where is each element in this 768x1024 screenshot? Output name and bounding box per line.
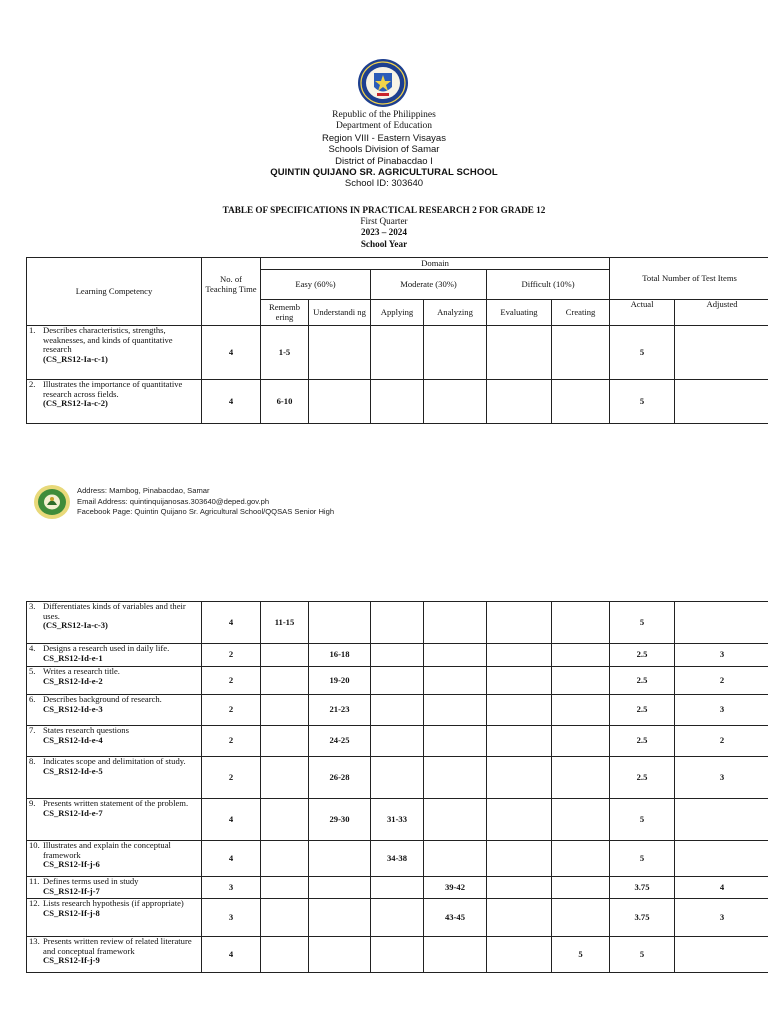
cre-cell bbox=[552, 877, 610, 899]
competency-cell bbox=[27, 841, 202, 877]
adjusted-cell: 3 bbox=[675, 899, 768, 937]
competency-text: Designs a research used in daily life. bbox=[43, 643, 170, 653]
adjusted-cell bbox=[675, 326, 768, 380]
eva-cell bbox=[487, 799, 552, 841]
letterhead bbox=[0, 110, 768, 190]
document-title: TABLE OF SPECIFICATIONS IN PRACTICAL RESEARCH 2 FOR GRADE 12 bbox=[222, 205, 546, 215]
table-row bbox=[27, 799, 768, 841]
competency-text: Lists research hypothesis (if appropriate) bbox=[43, 898, 184, 908]
cre-cell bbox=[552, 799, 610, 841]
actual-cell: 3.75 bbox=[610, 899, 675, 937]
und-cell bbox=[309, 877, 371, 899]
eva-cell bbox=[487, 757, 552, 799]
ana-cell bbox=[424, 644, 487, 667]
header-adjusted: Adjusted bbox=[675, 300, 768, 326]
specification-table-page2 bbox=[26, 601, 768, 973]
competency-number: 4. bbox=[29, 643, 36, 653]
adjusted-cell: 3 bbox=[675, 644, 768, 667]
teaching-time-cell: 2 bbox=[202, 644, 261, 667]
ana-cell bbox=[424, 602, 487, 644]
competency-cell bbox=[27, 757, 202, 799]
app-cell bbox=[371, 380, 424, 424]
actual-cell: 2.5 bbox=[610, 726, 675, 757]
competency-cell bbox=[27, 799, 202, 841]
ana-cell bbox=[424, 326, 487, 380]
footer-facebook: Facebook Page: Quintin Quijano Sr. Agricultural School/QQSAS Senior High bbox=[77, 507, 335, 517]
teaching-time-cell: 4 bbox=[202, 326, 261, 380]
actual-cell: 2.5 bbox=[610, 644, 675, 667]
header-understanding: Understandi ng bbox=[309, 300, 371, 326]
actual-cell: 2.5 bbox=[610, 757, 675, 799]
competency-cell bbox=[27, 644, 202, 667]
app-cell bbox=[371, 644, 424, 667]
competency-text: Differentiates kinds of variables and their uses. bbox=[43, 601, 186, 621]
competency-cell bbox=[27, 380, 202, 424]
actual-cell: 5 bbox=[610, 841, 675, 877]
rem-cell bbox=[261, 644, 309, 667]
app-cell bbox=[371, 899, 424, 937]
ana-cell bbox=[424, 937, 487, 973]
table-row bbox=[27, 899, 768, 937]
app-cell bbox=[371, 757, 424, 799]
ana-cell bbox=[424, 667, 487, 695]
letterhead-line: District of Pinabacdao I bbox=[335, 155, 433, 167]
cre-cell bbox=[552, 380, 610, 424]
footer-email: Email Address: quintinquijanosas.303640@deped.gov.ph bbox=[77, 496, 270, 506]
eva-cell bbox=[487, 695, 552, 726]
competency-text: Illustrates the importance of quantitative research across fields. bbox=[43, 379, 183, 399]
app-cell bbox=[371, 726, 424, 757]
ana-cell: 43-45 bbox=[424, 899, 487, 937]
table-row bbox=[27, 644, 768, 667]
competency-number: 9. bbox=[29, 798, 36, 808]
adjusted-cell bbox=[675, 841, 768, 877]
header-evaluating: Evaluating bbox=[487, 300, 552, 326]
teaching-time-cell: 4 bbox=[202, 799, 261, 841]
cre-cell bbox=[552, 326, 610, 380]
cre-cell bbox=[552, 899, 610, 937]
rem-cell: 11-15 bbox=[261, 602, 309, 644]
teaching-time-cell: 4 bbox=[202, 937, 261, 973]
rem-cell bbox=[261, 841, 309, 877]
school-seal-logo bbox=[33, 484, 71, 520]
competency-number: 8. bbox=[29, 756, 36, 766]
competency-cell bbox=[27, 877, 202, 899]
ana-cell bbox=[424, 695, 487, 726]
eva-cell bbox=[487, 380, 552, 424]
school-year-label: School Year bbox=[360, 238, 408, 249]
app-cell: 34-38 bbox=[371, 841, 424, 877]
adjusted-cell: 2 bbox=[675, 667, 768, 695]
header-competency: Learning Competency bbox=[27, 258, 202, 326]
competency-text: Writes a research title. bbox=[43, 666, 120, 676]
competency-code: (CS_RS12-Ia-c-3) bbox=[43, 620, 108, 631]
ana-cell bbox=[424, 799, 487, 841]
cre-cell bbox=[552, 726, 610, 757]
eva-cell bbox=[487, 602, 552, 644]
competency-code: CS_RS12-If-j-8 bbox=[43, 907, 100, 918]
school-id: School ID: 303640 bbox=[344, 178, 424, 190]
specification-table-page1 bbox=[26, 257, 768, 424]
rem-cell: 6-10 bbox=[261, 380, 309, 424]
competency-text: Presents written statement of the problem. bbox=[43, 798, 189, 808]
competency-text: Describes background of research. bbox=[43, 694, 162, 704]
actual-cell: 5 bbox=[610, 937, 675, 973]
letterhead-line: Department of Education bbox=[335, 121, 433, 132]
ana-cell: 39-42 bbox=[424, 877, 487, 899]
adjusted-cell bbox=[675, 602, 768, 644]
actual-cell: 5 bbox=[610, 326, 675, 380]
eva-cell bbox=[487, 937, 552, 973]
competency-text: Illustrates and explain the conceptual framework bbox=[43, 840, 171, 860]
rem-cell bbox=[261, 695, 309, 726]
header-difficult: Difficult (10%) bbox=[487, 270, 610, 300]
competency-cell bbox=[27, 726, 202, 757]
table-row bbox=[27, 602, 768, 644]
table-row bbox=[27, 695, 768, 726]
und-cell bbox=[309, 937, 371, 973]
competency-number: 10. bbox=[29, 840, 40, 850]
deped-seal-logo bbox=[354, 57, 412, 109]
und-cell: 26-28 bbox=[309, 757, 371, 799]
cre-cell bbox=[552, 695, 610, 726]
cre-cell bbox=[552, 841, 610, 877]
competency-text: Indicates scope and delimitation of study. bbox=[43, 756, 186, 766]
table-row bbox=[27, 667, 768, 695]
header-teaching-time: No. of Teaching Time bbox=[202, 258, 261, 326]
competency-text: Defines terms used in study bbox=[43, 876, 139, 886]
und-cell bbox=[309, 602, 371, 644]
competency-number: 1. bbox=[29, 325, 36, 335]
header-moderate: Moderate (30%) bbox=[371, 270, 487, 300]
teaching-time-cell: 3 bbox=[202, 899, 261, 937]
letterhead-line: Schools Division of Samar bbox=[328, 144, 440, 156]
adjusted-cell bbox=[675, 380, 768, 424]
competency-code: CS_RS12-Id-e-5 bbox=[43, 765, 103, 776]
teaching-time-cell: 4 bbox=[202, 841, 261, 877]
cre-cell bbox=[552, 757, 610, 799]
actual-cell: 2.5 bbox=[610, 667, 675, 695]
adjusted-cell bbox=[675, 799, 768, 841]
teaching-time-cell: 2 bbox=[202, 726, 261, 757]
competency-code: CS_RS12-Id-e-2 bbox=[43, 675, 103, 686]
eva-cell bbox=[487, 841, 552, 877]
und-cell: 19-20 bbox=[309, 667, 371, 695]
app-cell bbox=[371, 667, 424, 695]
rem-cell bbox=[261, 877, 309, 899]
rem-cell bbox=[261, 799, 309, 841]
competency-code: (CS_RS12-Ia-c-2) bbox=[43, 398, 108, 409]
rem-cell bbox=[261, 757, 309, 799]
year-label: 2023 – 2024 bbox=[361, 227, 407, 238]
competency-code: CS_RS12-Id-e-1 bbox=[43, 652, 103, 663]
competency-text: Presents written review of related literature and conceptual framework bbox=[43, 936, 192, 956]
competency-number: 13. bbox=[29, 936, 40, 946]
actual-cell: 5 bbox=[610, 799, 675, 841]
header-actual: Actual bbox=[610, 300, 675, 326]
letterhead-line: Region VIII - Eastern Visayas bbox=[322, 132, 446, 144]
competency-cell bbox=[27, 602, 202, 644]
teaching-time-cell: 4 bbox=[202, 380, 261, 424]
ana-cell bbox=[424, 841, 487, 877]
app-cell bbox=[371, 326, 424, 380]
competency-number: 11. bbox=[29, 876, 40, 886]
competency-cell bbox=[27, 695, 202, 726]
competency-code: CS_RS12-Id-e-4 bbox=[43, 734, 103, 745]
ana-cell bbox=[424, 757, 487, 799]
competency-number: 6. bbox=[29, 694, 36, 704]
und-cell bbox=[309, 899, 371, 937]
eva-cell bbox=[487, 326, 552, 380]
und-cell: 24-25 bbox=[309, 726, 371, 757]
adjusted-cell bbox=[675, 937, 768, 973]
competency-code: CS_RS12-If-j-6 bbox=[43, 859, 100, 870]
teaching-time-cell: 4 bbox=[202, 602, 261, 644]
competency-number: 2. bbox=[29, 379, 36, 389]
header-easy: Easy (60%) bbox=[261, 270, 371, 300]
competency-cell bbox=[27, 899, 202, 937]
teaching-time-cell: 2 bbox=[202, 695, 261, 726]
eva-cell bbox=[487, 877, 552, 899]
competency-number: 12. bbox=[29, 898, 40, 908]
competency-number: 7. bbox=[29, 725, 36, 735]
cre-cell bbox=[552, 644, 610, 667]
teaching-time-cell: 2 bbox=[202, 667, 261, 695]
eva-cell bbox=[487, 726, 552, 757]
teaching-time-cell: 2 bbox=[202, 757, 261, 799]
adjusted-cell: 2 bbox=[675, 726, 768, 757]
cre-cell bbox=[552, 602, 610, 644]
competency-code: CS_RS12-If-j-9 bbox=[43, 955, 100, 966]
school-name: QUINTIN QUIJANO SR. AGRICULTURAL SCHOOL bbox=[270, 167, 498, 179]
app-cell bbox=[371, 877, 424, 899]
actual-cell: 5 bbox=[610, 602, 675, 644]
rem-cell bbox=[261, 726, 309, 757]
cre-cell: 5 bbox=[552, 937, 610, 973]
rem-cell bbox=[261, 667, 309, 695]
rem-cell: 1-5 bbox=[261, 326, 309, 380]
header-creating: Creating bbox=[552, 300, 610, 326]
quarter-label: First Quarter bbox=[360, 216, 408, 227]
competency-code: CS_RS12-If-j-7 bbox=[43, 885, 100, 896]
header-domain: Domain bbox=[261, 258, 610, 270]
adjusted-cell: 3 bbox=[675, 757, 768, 799]
header-analyzing: Analyzing bbox=[424, 300, 487, 326]
letterhead-footer bbox=[33, 484, 393, 520]
adjusted-cell: 3 bbox=[675, 695, 768, 726]
app-cell bbox=[371, 695, 424, 726]
eva-cell bbox=[487, 667, 552, 695]
app-cell: 31-33 bbox=[371, 799, 424, 841]
actual-cell: 3.75 bbox=[610, 877, 675, 899]
competency-code: CS_RS12-Id-e-7 bbox=[43, 807, 103, 818]
und-cell bbox=[309, 380, 371, 424]
adjusted-cell: 4 bbox=[675, 877, 768, 899]
letterhead-line: Republic of the Philippines bbox=[332, 110, 436, 120]
app-cell bbox=[371, 602, 424, 644]
und-cell bbox=[309, 841, 371, 877]
table-row bbox=[27, 757, 768, 799]
und-cell: 21-23 bbox=[309, 695, 371, 726]
header-remembering: Rememb ering bbox=[261, 300, 309, 326]
competency-text: Describes characteristics, strengths, weaknesses, and kinds of quantitative research bbox=[43, 325, 173, 355]
table-row bbox=[27, 841, 768, 877]
competency-cell bbox=[27, 667, 202, 695]
und-cell: 29-30 bbox=[309, 799, 371, 841]
cre-cell bbox=[552, 667, 610, 695]
und-cell: 16-18 bbox=[309, 644, 371, 667]
competency-number: 3. bbox=[29, 601, 36, 611]
competency-cell bbox=[27, 937, 202, 973]
ana-cell bbox=[424, 380, 487, 424]
eva-cell bbox=[487, 644, 552, 667]
actual-cell: 2.5 bbox=[610, 695, 675, 726]
table-row bbox=[27, 326, 768, 380]
table-row bbox=[27, 937, 768, 973]
app-cell bbox=[371, 937, 424, 973]
eva-cell bbox=[487, 899, 552, 937]
table-row bbox=[27, 726, 768, 757]
ana-cell bbox=[424, 726, 487, 757]
table-row bbox=[27, 380, 768, 424]
competency-code: CS_RS12-Id-e-3 bbox=[43, 703, 103, 714]
rem-cell bbox=[261, 937, 309, 973]
header-total-items: Total Number of Test Items bbox=[610, 258, 768, 300]
competency-text: States research questions bbox=[43, 725, 129, 735]
teaching-time-cell: 3 bbox=[202, 877, 261, 899]
table-row bbox=[27, 877, 768, 899]
und-cell bbox=[309, 326, 371, 380]
document-title-block bbox=[0, 205, 768, 250]
header-applying: Applying bbox=[371, 300, 424, 326]
actual-cell: 5 bbox=[610, 380, 675, 424]
competency-number: 5. bbox=[29, 666, 36, 676]
footer-address: Address: Mambog, Pinabacdao, Samar bbox=[77, 486, 210, 495]
rem-cell bbox=[261, 899, 309, 937]
competency-code: (CS_RS12-Ia-c-1) bbox=[43, 353, 108, 364]
competency-cell bbox=[27, 326, 202, 380]
